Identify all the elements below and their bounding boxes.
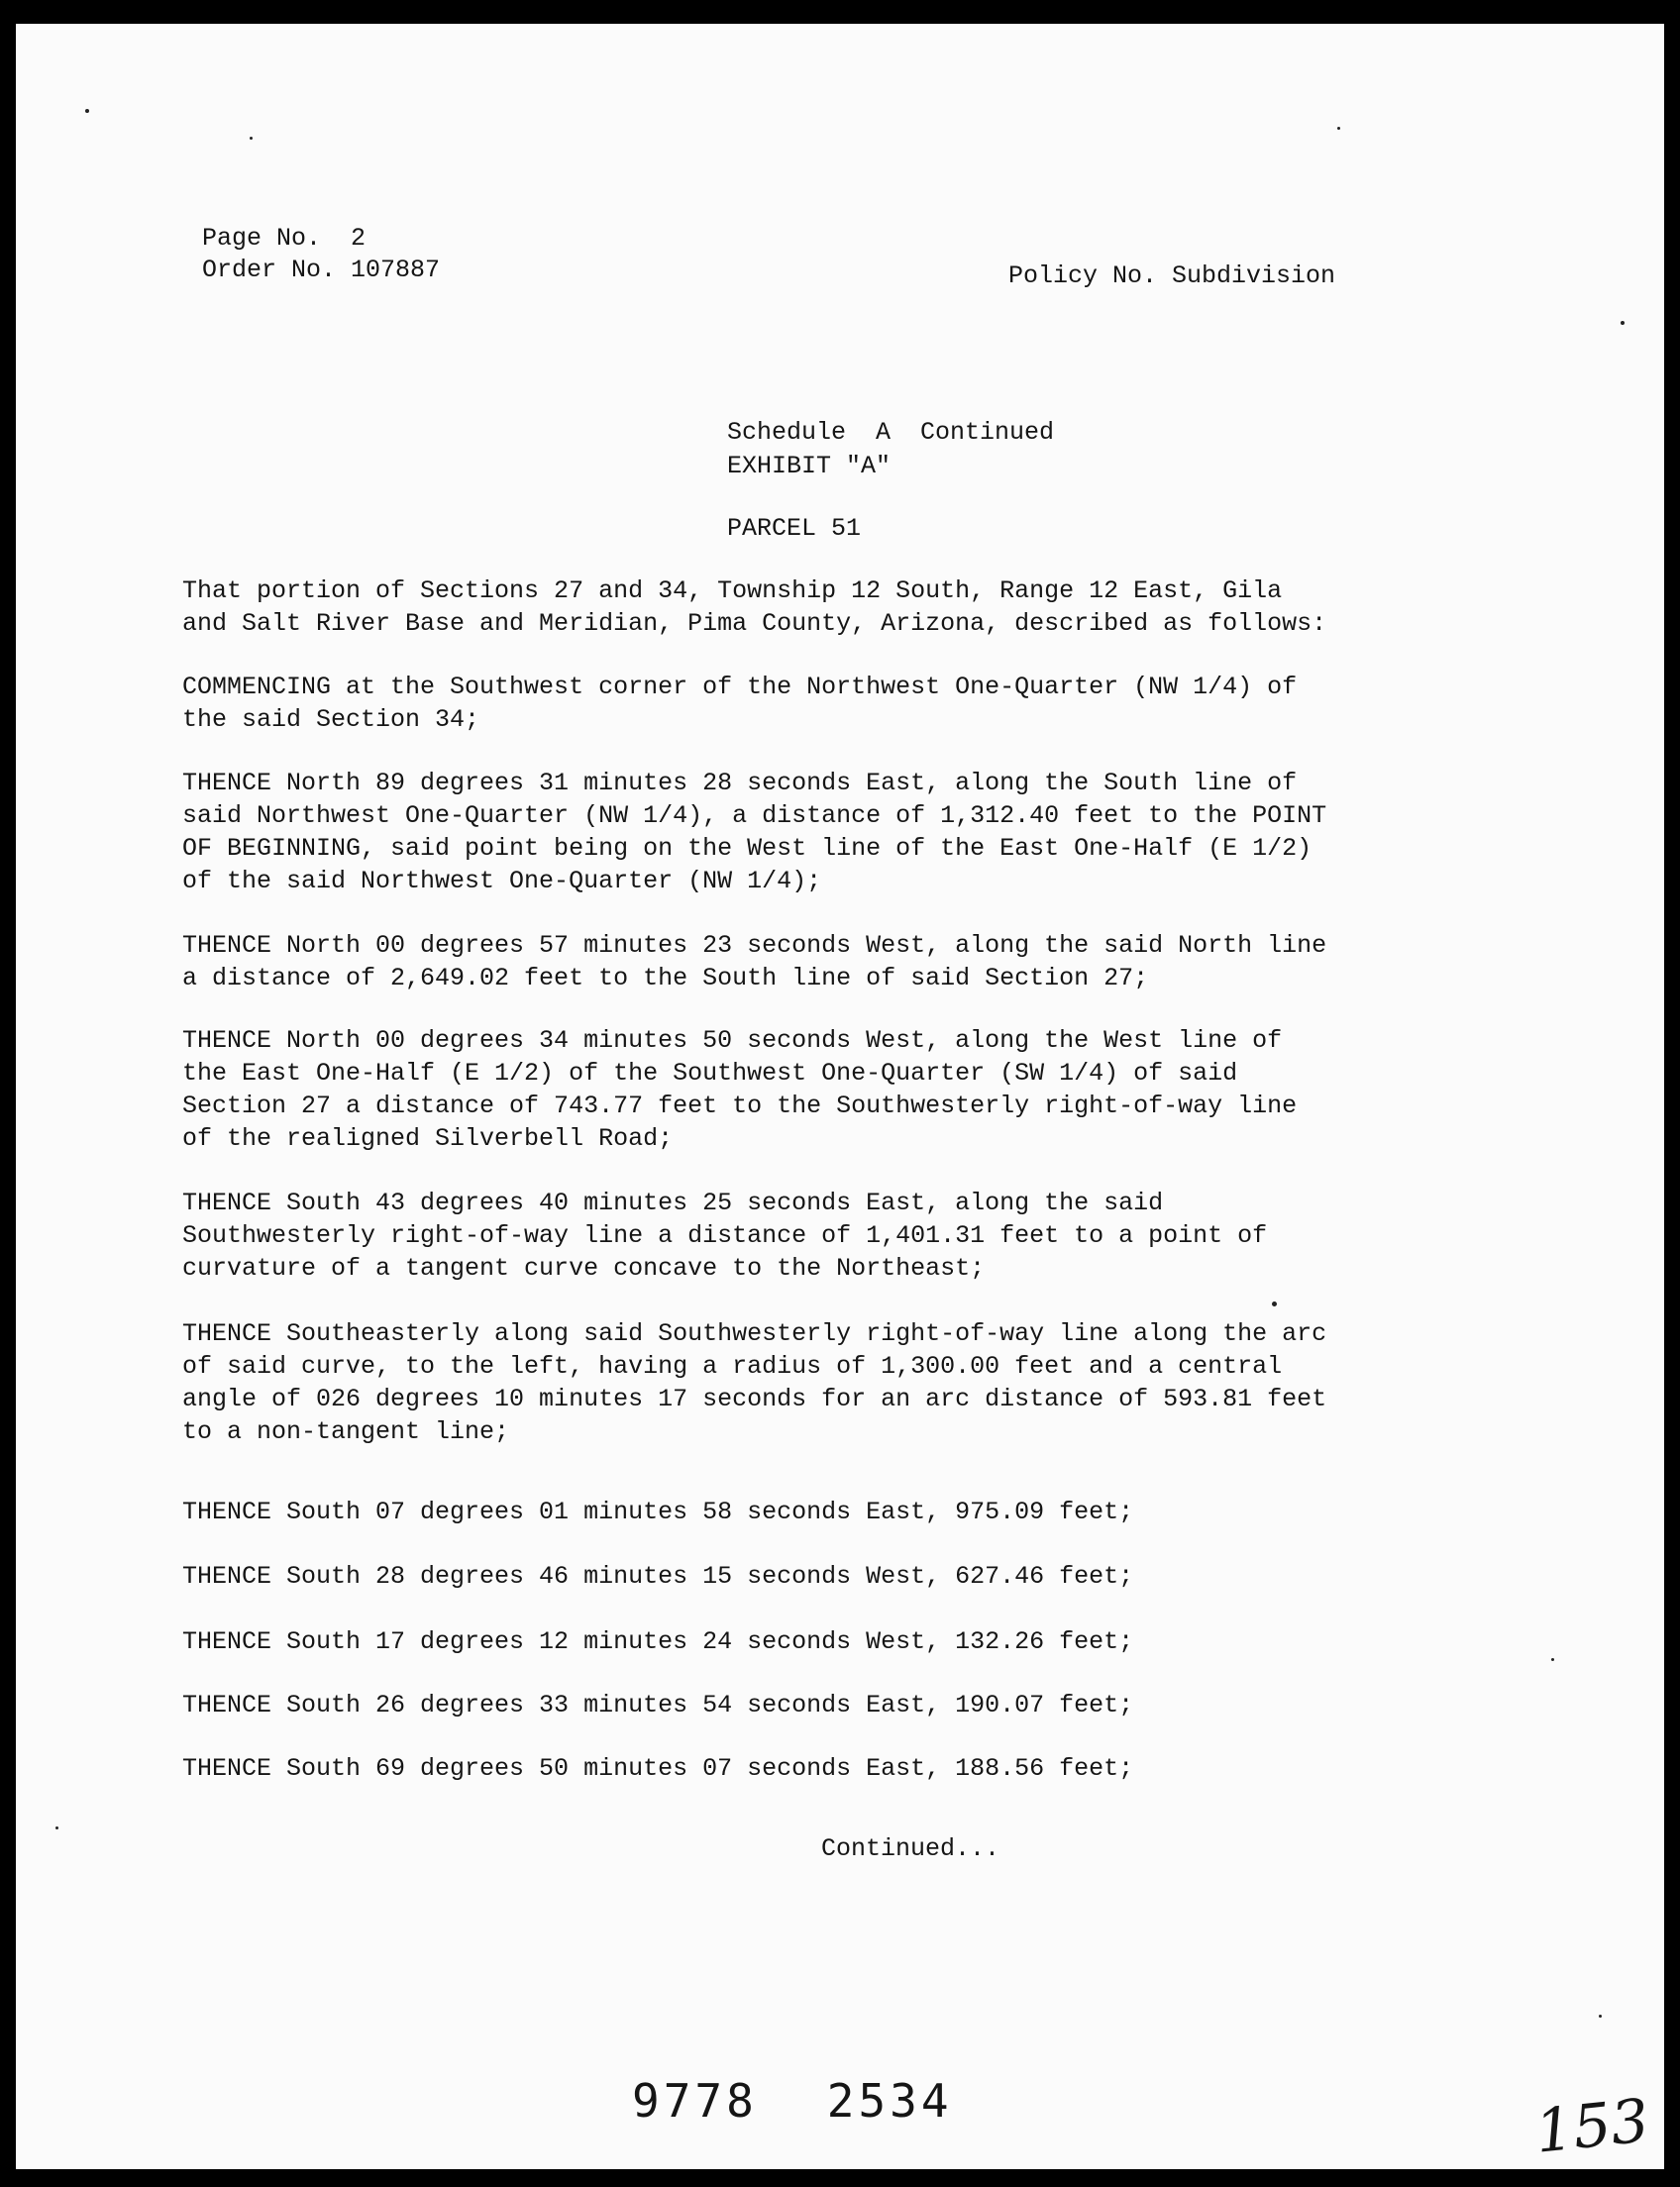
- scan-speck: [55, 1826, 58, 1829]
- text-line: Southwesterly right-of-way line a distance of 1,401.31 feet to a point of: [182, 1221, 1268, 1250]
- paragraph-thence-2: [182, 929, 1460, 994]
- text-line: of the said Northwest One-Quarter (NW 1/4);: [182, 867, 822, 895]
- paragraph-thence-3: [182, 1024, 1460, 1155]
- paragraph-thence-8: [182, 1625, 1460, 1658]
- handwritten-page-number: 153: [1531, 2086, 1652, 2167]
- text-line: Section 27 a distance of 743.77 feet to the Southwesterly right-of-way line: [182, 1092, 1298, 1120]
- scan-speck: [1599, 2015, 1602, 2018]
- order-number: Order No. 107887: [202, 256, 441, 284]
- paragraph-thence-6: [182, 1496, 1460, 1528]
- text-line: THENCE North 89 degrees 31 minutes 28 seconds East, along the South line of: [182, 769, 1298, 797]
- text-line: COMMENCING at the Southwest corner of the Northwest One-Quarter (NW 1/4) of: [182, 673, 1298, 701]
- text-line: OF BEGINNING, said point being on the West line of the East One-Half (E 1/2): [182, 834, 1312, 863]
- text-line: THENCE Southeasterly along said Southwesterly right-of-way line along the arc: [182, 1319, 1327, 1348]
- stamp-page-number: 2534: [826, 2074, 953, 2128]
- text-line: angle of 026 degrees 10 minutes 17 seconds for an arc distance of 593.81 feet: [182, 1385, 1327, 1413]
- text-line: the said Section 34;: [182, 705, 480, 734]
- text-line: THENCE South 28 degrees 46 minutes 15 seconds West, 627.46 feet;: [182, 1562, 1134, 1591]
- text-line: of the realigned Silverbell Road;: [182, 1124, 674, 1153]
- text-line: THENCE South 69 degrees 50 minutes 07 seconds East, 188.56 feet;: [182, 1754, 1134, 1783]
- text-line: THENCE North 00 degrees 57 minutes 23 seconds West, along the said North line: [182, 931, 1327, 960]
- text-line: and Salt River Base and Meridian, Pima County, Arizona, described as follows:: [182, 609, 1327, 638]
- text-line: curvature of a tangent curve concave to the Northeast;: [182, 1254, 986, 1283]
- text-line: of said curve, to the left, having a radius of 1,300.00 feet and a central: [182, 1352, 1283, 1381]
- text-line: THENCE South 17 degrees 12 minutes 24 seconds West, 132.26 feet;: [182, 1627, 1134, 1656]
- recording-stamp: [632, 2074, 953, 2128]
- paragraph-thence-7: [182, 1560, 1460, 1593]
- text-line: THENCE South 43 degrees 40 minutes 25 seconds East, along the said: [182, 1189, 1164, 1217]
- text-line: That portion of Sections 27 and 34, Township 12 South, Range 12 East, Gila: [182, 576, 1283, 605]
- text-line: THENCE South 07 degrees 01 minutes 58 seconds East, 975.09 feet;: [182, 1498, 1134, 1526]
- paragraph-thence-4: [182, 1187, 1460, 1285]
- policy-number: Policy No. Subdivision: [1008, 261, 1336, 290]
- exhibit-heading: EXHIBIT "A": [727, 452, 892, 480]
- scan-speck: [1621, 321, 1625, 325]
- paragraph-thence-10: [182, 1752, 1460, 1785]
- scan-speck: [1337, 127, 1340, 130]
- scan-speck: [1272, 1302, 1277, 1306]
- stamp-book-number: 9778: [632, 2074, 758, 2128]
- parcel-heading: PARCEL 51: [727, 514, 862, 543]
- scan-speck: [1551, 1658, 1554, 1661]
- text-line: the East One-Half (E 1/2) of the Southwest One-Quarter (SW 1/4) of said: [182, 1059, 1238, 1088]
- paragraph-thence-5: [182, 1317, 1460, 1448]
- text-line: a distance of 2,649.02 feet to the South line of said Section 27;: [182, 964, 1149, 992]
- paragraph-intro: [182, 574, 1460, 640]
- paragraph-commencing: [182, 671, 1460, 736]
- schedule-heading: Schedule A Continued: [727, 418, 1055, 447]
- scan-speck: [250, 137, 253, 140]
- text-line: to a non-tangent line;: [182, 1417, 510, 1446]
- document-page: [16, 24, 1664, 2169]
- paragraph-thence-1: [182, 767, 1460, 897]
- text-line: THENCE South 26 degrees 33 minutes 54 seconds East, 190.07 feet;: [182, 1691, 1134, 1719]
- text-line: THENCE North 00 degrees 34 minutes 50 seconds West, along the West line of: [182, 1026, 1283, 1055]
- text-line: said Northwest One-Quarter (NW 1/4), a distance of 1,312.40 feet to the POINT: [182, 801, 1327, 830]
- continued-label: Continued...: [821, 1834, 1000, 1863]
- scan-speck: [85, 109, 89, 113]
- page-number: Page No. 2: [202, 224, 367, 253]
- paragraph-thence-9: [182, 1689, 1460, 1721]
